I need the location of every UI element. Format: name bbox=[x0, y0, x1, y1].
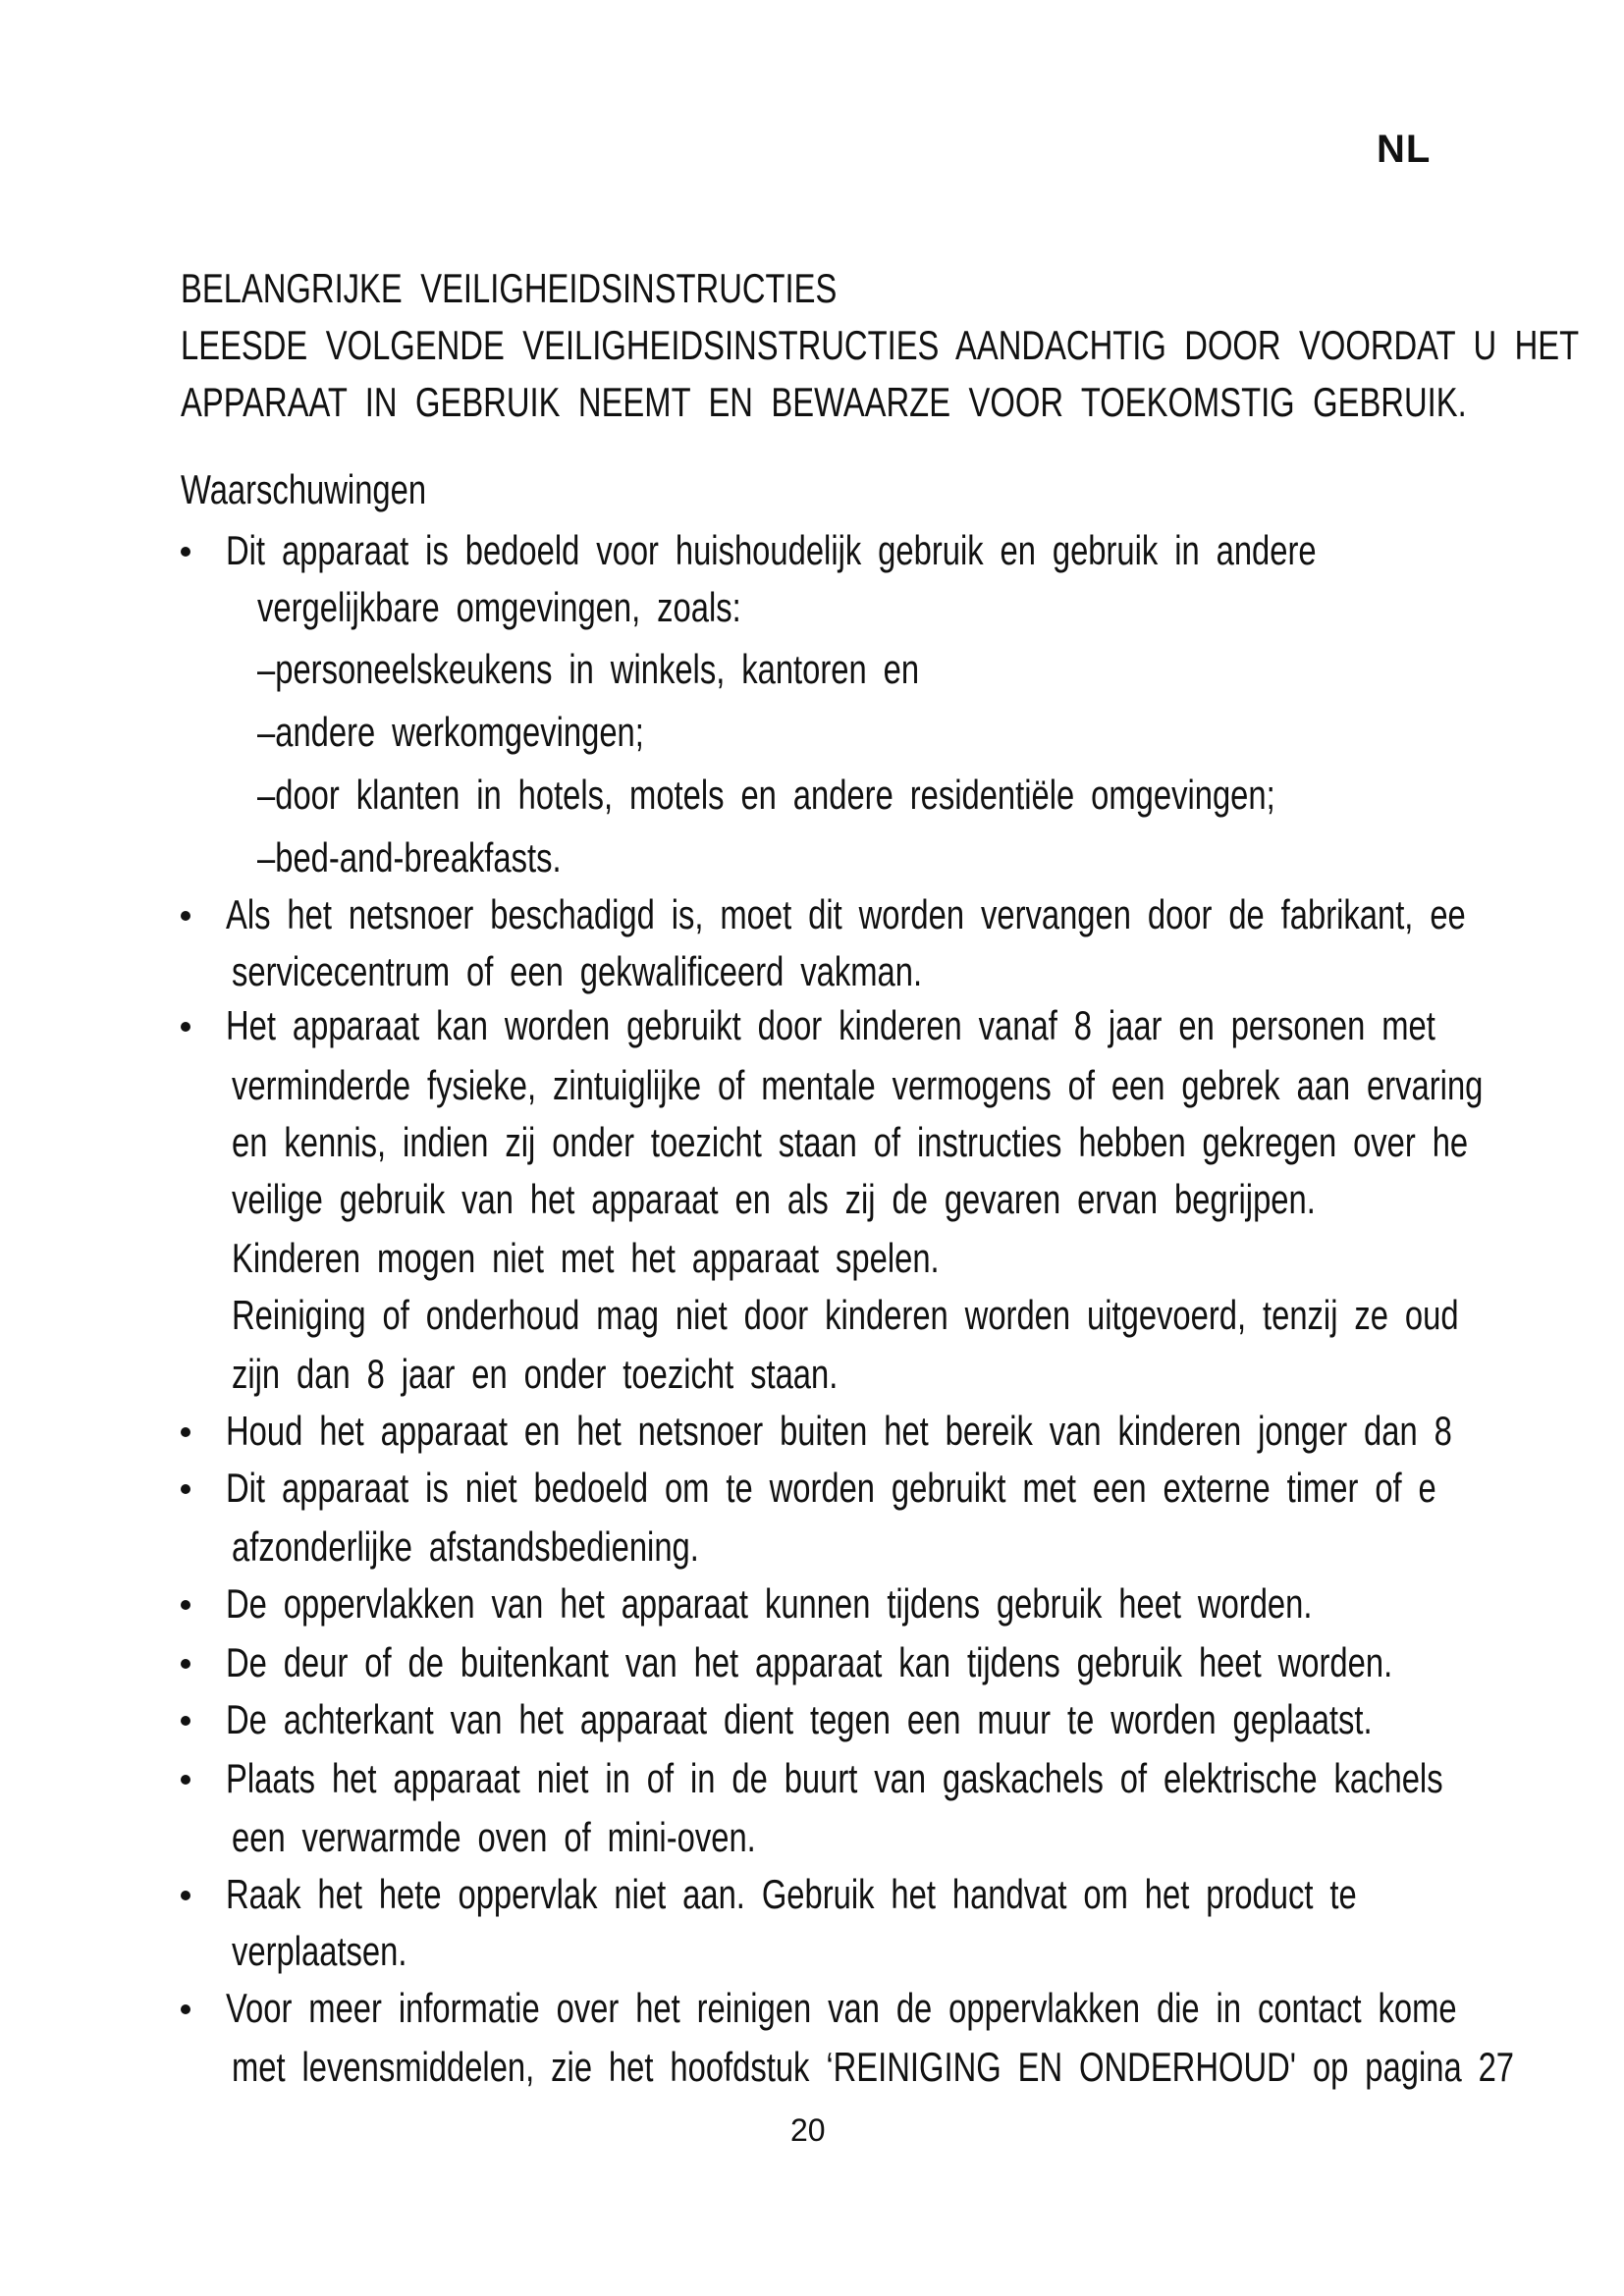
sub-item: –andere werkomgevingen; bbox=[257, 709, 644, 755]
list-item-line: vergelijkbare omgevingen, zoals: bbox=[257, 584, 741, 630]
list-item-line: Plaats het apparaat niet in of in de buurt van gaskachels of elektrische kachels bbox=[226, 1755, 1443, 1801]
bullet-icon bbox=[181, 1659, 190, 1669]
bullet-icon bbox=[181, 547, 190, 557]
sub-item: –bed-and-breakfasts. bbox=[257, 834, 562, 881]
list-item-line: Voor meer informatie over het reinigen van de oppervlakken die in contact kome bbox=[226, 1985, 1457, 2031]
bullet-icon bbox=[181, 1484, 190, 1494]
list-item-line: Dit apparaat is niet bedoeld om te worden gebruikt met een externe timer of e bbox=[226, 1465, 1436, 1511]
list-item-line: De oppervlakken van het apparaat kunnen tijdens gebruik heet worden. bbox=[226, 1580, 1313, 1627]
list-item-line: zijn dan 8 jaar en onder toezicht staan. bbox=[232, 1351, 839, 1397]
heading-line: APPARAAT IN GEBRUIK NEEMT EN BEWAARZE VOOR TOEKOMSTIG GEBRUIK. bbox=[181, 379, 1467, 425]
list-item-line: Raak het hete oppervlak niet aan. Gebruik het handvat om het product te bbox=[226, 1871, 1357, 1917]
list-item-line: Kinderen mogen niet met het apparaat spelen. bbox=[232, 1235, 940, 1281]
bullet-icon bbox=[181, 1716, 190, 1726]
list-item-line: Het apparaat kan worden gebruikt door kinderen vanaf 8 jaar en personen met bbox=[226, 1002, 1435, 1048]
list-item-line: verplaatsen. bbox=[232, 1928, 407, 1974]
list-item-line: Reiniging of onderhoud mag niet door kinderen worden uitgevoerd, tenzij ze oud bbox=[232, 1292, 1459, 1338]
list-item-line: Houd het apparaat en het netsnoer buiten het bereik van kinderen jonger dan 8 bbox=[226, 1408, 1452, 1454]
sub-item: –door klanten in hotels, motels en andere residentiële omgevingen; bbox=[257, 772, 1275, 818]
list-item-line: verminderde fysieke, zintuiglijke of mentale vermogens of een gebrek aan ervaring bbox=[232, 1062, 1484, 1108]
list-item-line: servicecentrum of een gekwalificeerd vakman. bbox=[232, 948, 923, 994]
list-item-line: en kennis, indien zij onder toezicht staan of instructies hebben gekregen over he bbox=[232, 1119, 1469, 1165]
list-item-line: Als het netsnoer beschadigd is, moet dit worden vervangen door de fabrikant, ee bbox=[226, 891, 1466, 937]
list-item-line: afzonderlijke afstandsbediening. bbox=[232, 1523, 699, 1570]
bullet-icon bbox=[181, 1600, 190, 1610]
list-item-line: met levensmiddelen, zie het hoofdstuk ‘REINIGING EN ONDERHOUD' op pagina 27 bbox=[232, 2044, 1515, 2090]
bullet-icon bbox=[181, 911, 190, 921]
list-item-line: veilige gebruik van het apparaat en als zij de gevaren ervan begrijpen. bbox=[232, 1176, 1316, 1222]
heading-line: BELANGRIJKE VEILIGHEIDSINSTRUCTIES bbox=[181, 265, 838, 311]
language-label: NL bbox=[1377, 128, 1432, 171]
bullet-icon bbox=[181, 1775, 190, 1785]
heading-line: LEESDE VOLGENDE VEILIGHEIDSINSTRUCTIES AANDACHTIG DOOR VOORDAT U HET bbox=[181, 322, 1580, 368]
list-item-line: Dit apparaat is bedoeld voor huishoudelijk gebruik en gebruik in andere bbox=[226, 527, 1317, 573]
section-title: Waarschuwingen bbox=[181, 466, 427, 512]
list-item-line: De achterkant van het apparaat dient tegen een muur te worden geplaatst. bbox=[226, 1696, 1373, 1742]
list-item-line: een verwarmde oven of mini-oven. bbox=[232, 1814, 756, 1860]
bullet-icon bbox=[181, 1891, 190, 1900]
bullet-icon bbox=[181, 1427, 190, 1437]
bullet-icon bbox=[181, 2004, 190, 2014]
sub-item: –personeelskeukens in winkels, kantoren en bbox=[257, 646, 920, 692]
bullet-icon bbox=[181, 1022, 190, 1032]
page-number: 20 bbox=[790, 2112, 826, 2148]
list-item-line: De deur of de buitenkant van het apparaat kan tijdens gebruik heet worden. bbox=[226, 1639, 1393, 1685]
